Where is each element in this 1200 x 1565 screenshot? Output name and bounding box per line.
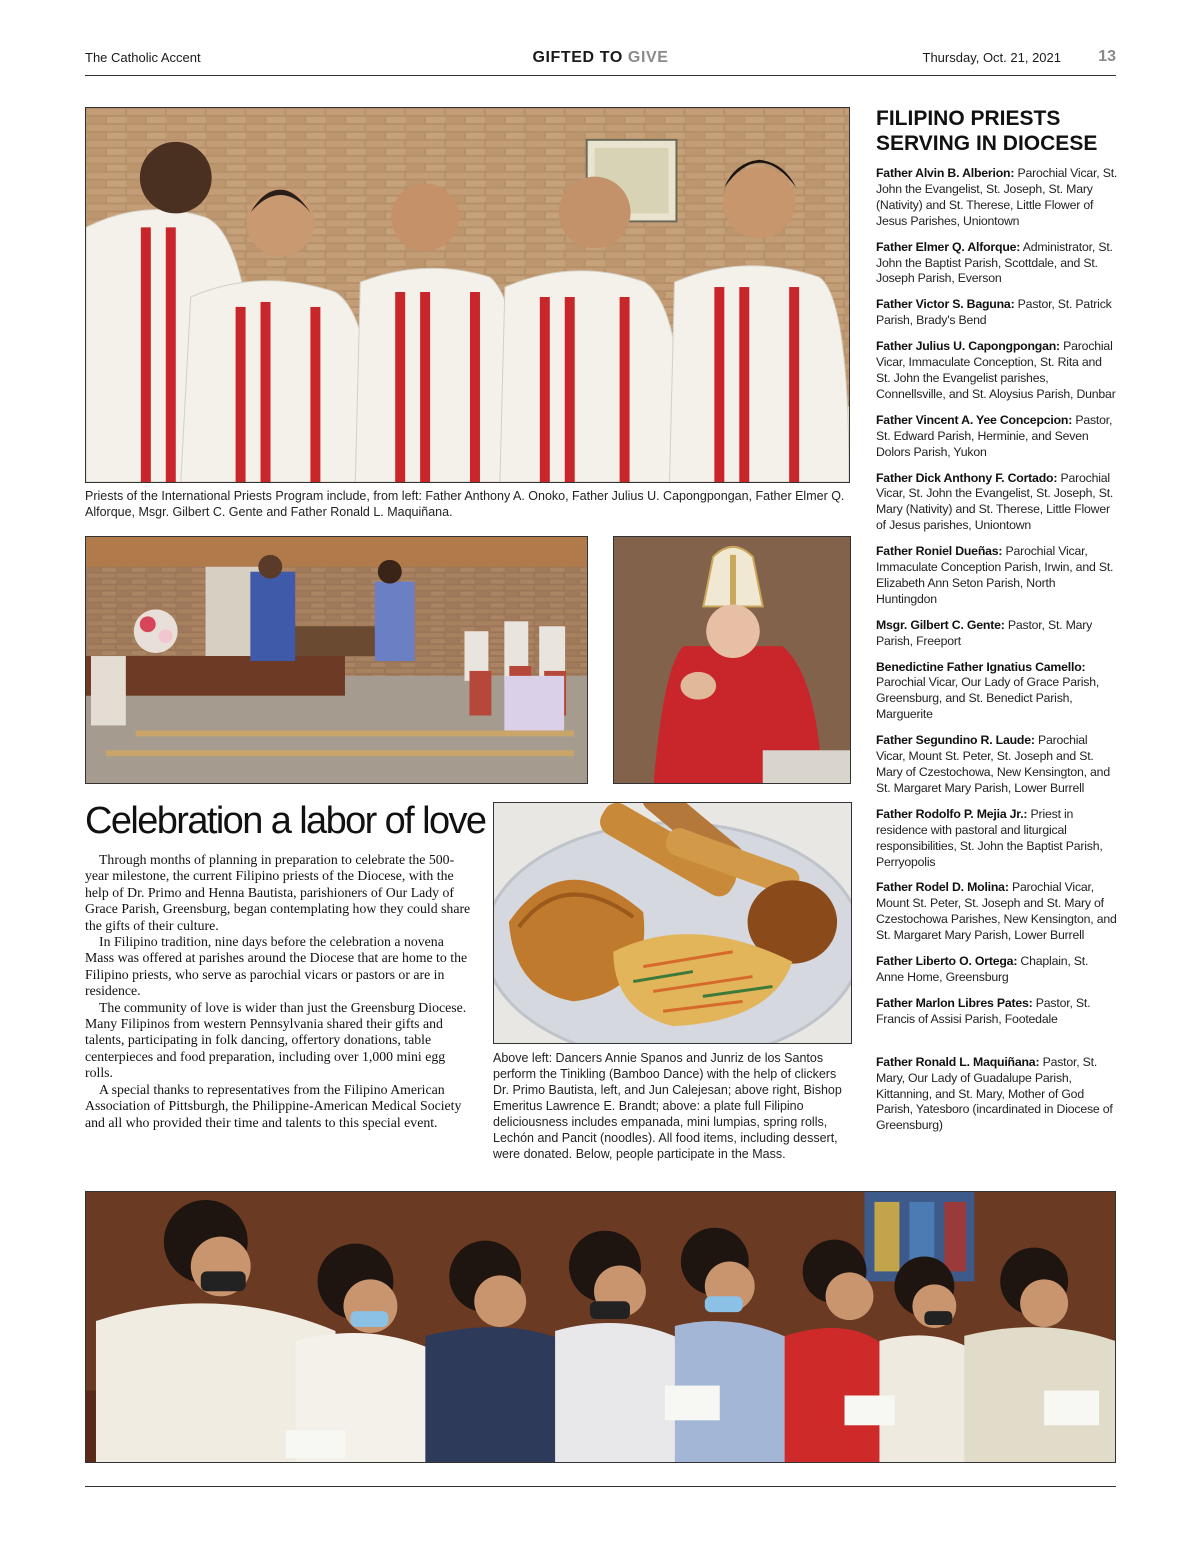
priest-assignment: Administrator, St. John the Baptist Parish, Scottdale, and St. Joseph Parish, Everson	[876, 239, 1113, 286]
sidebar-entry	[876, 413, 1118, 461]
priest-name: Father Dick Anthony F. Cortado:	[876, 470, 1058, 485]
priest-name: Father Rodolfo P. Mejia Jr.:	[876, 806, 1028, 821]
sidebar-heading	[876, 106, 1118, 156]
sidebar-entry	[876, 240, 1118, 288]
priest-name: Father Marlon Libres Pates:	[876, 995, 1033, 1010]
section-title-gifted: GIFTED TO	[532, 49, 628, 66]
priest-assignment: Pastor, St. Francis of Assisi Parish, Footedale	[876, 995, 1091, 1026]
food-photo-caption: Above left: Dancers Annie Spanos and Junriz de los Santos perform the Tinikling (Bamboo Dance) with the help of clickers Dr. Primo Bautista, left, and Jun Calejesan; above right, Bishop Emeritus Lawrence E. Brandt; above: a plate full Filipino deliciousness includes empanada, mini lumpias, spring rolls, Lechón and Pancit (noodles). All food items, including dessert, were donated. Below, people participate in the Mass.	[493, 1051, 842, 1161]
priest-assignment: Parochial Vicar, Immaculate Conception Parish, Irwin, and St. Elizabeth Ann Seton Parish, North Huntingdon	[876, 544, 1114, 606]
sidebar-entry	[876, 996, 1118, 1028]
footer-rule	[85, 1486, 1116, 1487]
priest-assignment: Priest in residence with pastoral and liturgical responsibilities, St. John the Baptist Parish, Perryopolis	[876, 806, 1103, 869]
priest-name: Father Vincent A. Yee Concepcion:	[876, 412, 1073, 427]
article-paragraph-3: The community of love is wider than just the Greensburg Diocese. Many Filipinos from western Pennsylvania shared their gifts and talents, participating in folk dancing, offertory donations, table centerpieces and food preparation, including over 1,000 mini egg rolls.	[85, 999, 467, 1081]
priest-assignment: Parochial Vicar, Mount St. Peter, St. Joseph and St. Mary of Czestochowa, New Kensington, and St. Margaret Mary Parish, Lower Burrell	[876, 733, 1110, 795]
priest-name: Father Liberto O. Ortega:	[876, 954, 1018, 969]
filipino-priests-sidebar	[876, 106, 1118, 1144]
mass-congregation-photo	[85, 1191, 1116, 1463]
sidebar-heading-line-2: SERVING IN DIOCESE	[876, 132, 1098, 155]
publication-name: The Catholic Accent	[85, 50, 201, 65]
article-headline: Celebration a labor of love	[85, 800, 486, 842]
sidebar-entry	[876, 954, 1118, 986]
priest-name: Father Elmer Q. Alforque:	[876, 239, 1021, 254]
sidebar-entry	[876, 618, 1118, 650]
article-paragraph-4: A special thanks to representatives from the Filipino American Association of Pittsburgh, the Philippine-American Medical Society and all who provided their time and talents to this special event.	[85, 1081, 462, 1130]
priest-name: Father Rodel D. Molina:	[876, 880, 1009, 895]
sidebar-heading-line-1: FILIPINO PRIESTS	[876, 107, 1061, 130]
priest-assignment: Parochial Vicar, St. John the Evangelist, St. Joseph, St. Mary (Nativity) and St. Therese, Little Flower of Jesus Parishes, Uniontown	[876, 166, 1118, 228]
article-paragraph-1: Through months of planning in preparation to celebrate the 500-year milestone, the current Filipino priests of the Diocese, with the help of Dr. Primo and Henna Bautista, parishioners of Our Lady of Grace Parish, Greensburg, began contemplating how they could share the gifts of their culture.	[85, 852, 471, 933]
sidebar-entry	[876, 660, 1118, 724]
priest-assignment: Chaplain, St. Anne Home, Greensburg	[876, 954, 1089, 984]
priest-assignment: Parochial Vicar, St. John the Evangelist, St. Joseph, St. Mary (Nativity) and St. Therese, Little Flower of Jesus parishes, Uniontown	[876, 470, 1114, 533]
masthead-rule	[85, 75, 1116, 76]
sidebar-entry	[876, 297, 1118, 329]
issue-date: Thursday, Oct. 21, 2021	[922, 50, 1061, 65]
priest-name: Father Roniel Dueñas:	[876, 544, 1003, 559]
priests-photo-caption: Priests of the International Priests Program include, from left: Father Anthony A. Onoko, Father Julius U. Capongpongan, Father Elmer Q. Alforque, Msgr. Gilbert C. Gente and Father Ronald L. Maquiñana.	[85, 489, 845, 519]
page-number: 13	[1098, 48, 1116, 65]
section-title-give: GIVE	[627, 49, 669, 66]
sidebar-entry	[876, 544, 1118, 608]
priest-assignment: Pastor, St. Edward Parish, Herminie, and Seven Dolors Parish, Yukon	[876, 412, 1113, 459]
priest-name: Msgr. Gilbert C. Gente:	[876, 617, 1005, 632]
tinikling-dance-photo	[85, 536, 588, 784]
priest-assignment: Parochial Vicar, Mount St. Peter, St. Joseph and St. Mary of Czestochowa Parishes, New Kensington, and St. Margaret Mary Parish, Lower Burrell	[876, 880, 1117, 943]
sidebar-entry	[876, 339, 1118, 403]
masthead	[85, 48, 1116, 72]
priest-name: Father Segundino R. Laude:	[876, 733, 1035, 748]
priest-assignment: Pastor, St. Mary Parish, Freeport	[876, 617, 1093, 648]
sidebar-entry	[876, 1055, 1118, 1135]
sidebar-entry	[876, 880, 1118, 944]
sidebar-entry	[876, 807, 1118, 871]
sidebar-entry	[876, 733, 1118, 797]
bishop-brandt-photo	[613, 536, 851, 784]
priest-name: Father Victor S. Baguna:	[876, 297, 1015, 312]
priest-assignment: Pastor, St. Patrick Parish, Brady's Bend	[876, 297, 1112, 328]
article-body	[85, 852, 471, 1131]
priest-assignment: Parochial Vicar, Our Lady of Grace Parish, Greensburg, and St. Benedict Parish, Marguerite	[876, 675, 1100, 722]
priest-name: Father Julius U. Capongpongan:	[876, 339, 1060, 354]
priest-assignment: Pastor, St. Mary, Our Lady of Guadalupe Parish, Kittanning, and St. Mary, Mother of God Parish, Yatesboro (incardinated in Diocese of Greensburg)	[876, 1054, 1113, 1133]
priest-assignment: Parochial Vicar, Immaculate Conception, St. Rita and St. John the Evangelist parishes, Connellsville, and St. Aloysius Parish, Dunbar	[876, 339, 1116, 401]
sidebar-entry	[876, 166, 1118, 230]
filipino-food-plate-photo	[493, 802, 852, 1044]
priest-name: Father Alvin B. Alberion:	[876, 166, 1015, 180]
priest-name: Father Ronald L. Maquiñana:	[876, 1054, 1040, 1069]
sidebar-entry	[876, 471, 1118, 535]
priests-group-photo	[85, 107, 850, 483]
priest-name: Benedictine Father Ignatius Camello:	[876, 659, 1086, 674]
article-paragraph-2: In Filipino tradition, nine days before the celebration a novena Mass was offered at parishes around the Diocese that are home to the Filipino priests, who serve as parochial vicars or pastors or are in residence.	[85, 934, 468, 999]
